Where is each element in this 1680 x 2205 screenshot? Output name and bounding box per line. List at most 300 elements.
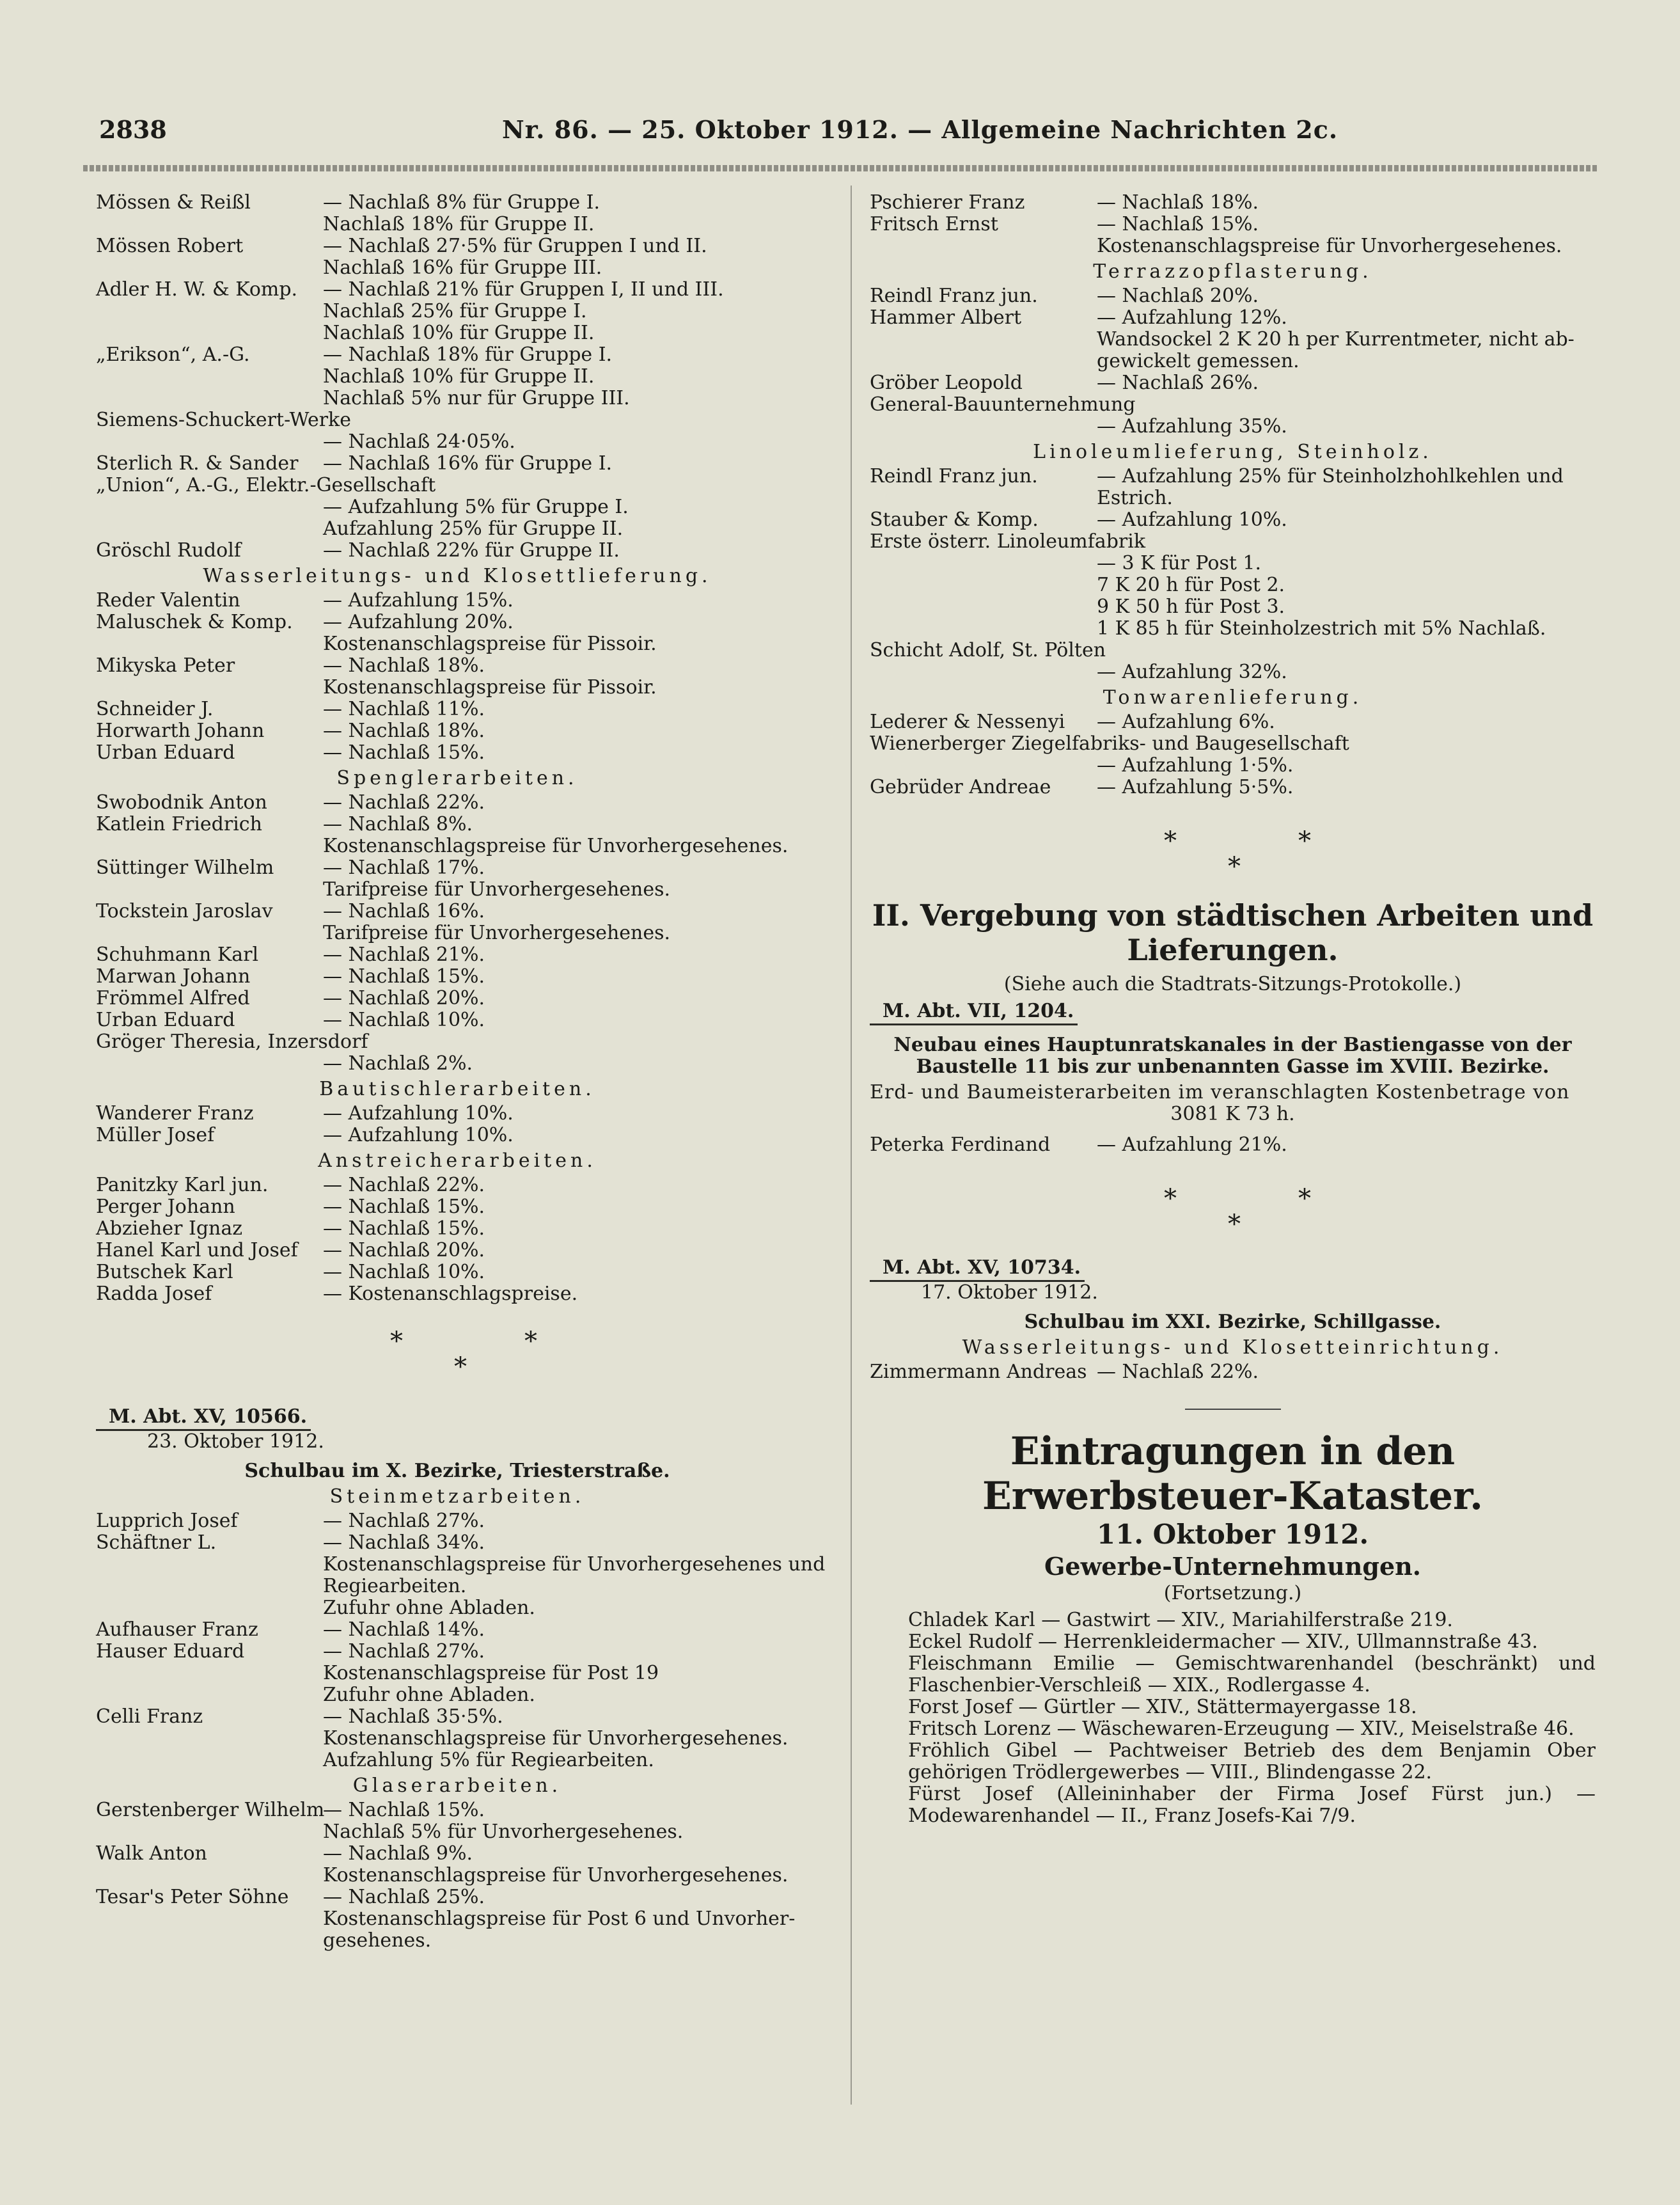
section-heading: II. Vergebung von städtischen Arbeiten und Lieferungen. xyxy=(872,898,1594,967)
award-value: — Aufzahlung 21%. xyxy=(1097,1134,1287,1156)
award-entry xyxy=(96,235,819,279)
star: * xyxy=(1298,1184,1311,1213)
award-line: — Nachlaß 27%. xyxy=(323,1640,485,1663)
award-terms xyxy=(870,661,1596,683)
award-line: Regiearbeiten. xyxy=(323,1575,467,1597)
award-terms xyxy=(1097,509,1596,531)
award-entry xyxy=(96,1799,819,1843)
award-line: Nachlaß 10% für Gruppe II. xyxy=(323,365,595,388)
award-line: — Aufzahlung 10%. xyxy=(323,1124,514,1146)
award-terms xyxy=(323,453,819,475)
award-line: — Nachlaß 15%. xyxy=(323,965,485,988)
kataster-entry: Fritsch Lorenz — Wäschewaren-Erzeugung — XIV., Meiselstraße 46. xyxy=(908,1718,1574,1740)
contractor-name: Tockstein Jaroslav xyxy=(96,900,273,922)
contractor-name: Horwarth Johann xyxy=(96,720,265,742)
award-line: — Nachlaß 27%. xyxy=(323,1510,485,1532)
award-entry xyxy=(870,192,1596,214)
award-entry xyxy=(96,1531,826,1619)
award-entry xyxy=(96,1510,819,1532)
entry-group xyxy=(96,590,819,764)
award-entry xyxy=(870,307,1596,372)
award-entry xyxy=(96,1218,819,1240)
award-line: 1 K 85 h für Steinholzestrich mit 5% Nachlaß. xyxy=(1097,617,1546,640)
award-value: — Nachlaß 22%. xyxy=(1097,1361,1259,1383)
award-terms xyxy=(1097,192,1596,214)
award-line: — Aufzahlung 10%. xyxy=(1097,509,1287,531)
award-terms xyxy=(323,655,819,699)
award-entry xyxy=(96,344,819,409)
award-terms xyxy=(323,235,819,279)
award-entry xyxy=(870,285,1596,307)
right-column xyxy=(870,192,1596,1827)
award-entry xyxy=(96,612,819,655)
contractor-name: Marwan Johann xyxy=(96,965,251,988)
entry-group xyxy=(96,192,819,562)
section-note: (Siehe auch die Stadtrats-Sitzungs-Protokolle.) xyxy=(1003,973,1462,995)
contractor-name: Abzieher Ignaz xyxy=(96,1217,243,1240)
award-terms xyxy=(323,966,819,988)
award-terms xyxy=(870,416,1596,438)
award-terms xyxy=(323,1218,819,1240)
contractor-name: General-Bauunternehmung xyxy=(870,393,1136,416)
award-entry xyxy=(96,988,819,1009)
award-line: gewickelt gemessen. xyxy=(1097,350,1299,372)
award-terms xyxy=(1097,285,1596,307)
contractor-name: Swobodnik Anton xyxy=(96,791,267,814)
award-line: — Nachlaß 11%. xyxy=(323,698,485,720)
entry-group xyxy=(96,1103,819,1146)
kataster-entry: Fleischmann Emilie — Gemischtwarenhandel (beschränkt) und Flaschenbier-Verschleiß — XIX., Rodlergasse 4. xyxy=(908,1652,1596,1696)
award-line: — Nachlaß 26%. xyxy=(1097,372,1259,394)
contractor-name: Urban Eduard xyxy=(96,741,235,764)
award-terms xyxy=(323,742,819,764)
contractor-name: Schuhmann Karl xyxy=(96,944,259,966)
award-line: — Aufzahlung 32%. xyxy=(1097,661,1287,683)
award-line: — Nachlaß 34%. xyxy=(323,1531,485,1554)
award-line: gesehenes. xyxy=(323,1929,432,1952)
award-entry xyxy=(870,553,1596,640)
entry-group xyxy=(96,1174,819,1305)
award-entry xyxy=(96,966,819,988)
award-line: Nachlaß 5% für Unvorhergesehenes. xyxy=(323,1821,684,1843)
contractor-name: Wanderer Franz xyxy=(96,1102,254,1125)
contractor-name: Aufhauser Franz xyxy=(96,1618,258,1641)
contractor-name: Erste österr. Linoleumfabrik xyxy=(870,530,1146,553)
award-entry xyxy=(96,857,819,901)
award-line: — Nachlaß 18%. xyxy=(1097,191,1259,214)
award-terms xyxy=(323,612,819,655)
award-terms xyxy=(323,192,819,235)
contractor-name: Gebrüder Andreae xyxy=(870,776,1051,798)
award-terms xyxy=(323,1799,819,1843)
award-terms xyxy=(323,1619,819,1641)
contractor-name: Frömmel Alfred xyxy=(96,987,250,1009)
award-entry xyxy=(96,1053,819,1075)
award-line: Kostenanschlagspreise für Pissoir. xyxy=(323,633,657,655)
award-terms xyxy=(1097,307,1596,372)
entry-group xyxy=(96,1510,826,1771)
award-terms xyxy=(870,553,1596,640)
award-terms xyxy=(323,1641,819,1706)
left-column xyxy=(96,191,826,1952)
subheading: Wasserleitungs- und Klosetteinrichtung. xyxy=(962,1336,1503,1359)
award-entry xyxy=(870,214,1596,257)
contractor-name: Walk Anton xyxy=(96,1842,207,1865)
award-entry xyxy=(870,711,1596,733)
award-terms xyxy=(323,1706,819,1771)
award-entry xyxy=(96,279,819,344)
award-line: Kostenanschlagspreise für Unvorhergesehenes. xyxy=(323,1864,789,1886)
contractor-name: Wienerberger Ziegelfabriks- und Baugesellschaft xyxy=(870,732,1349,755)
subheading: Terrazzopflasterung. xyxy=(1093,260,1372,283)
award-line: — Aufzahlung 35%. xyxy=(1097,415,1287,438)
project-title: Schulbau im XXI. Bezirke, Schillgasse. xyxy=(1024,1311,1441,1333)
contractor-name: Gröger Theresia, Inzersdorf xyxy=(96,1031,368,1053)
award-line: Nachlaß 10% für Gruppe II. xyxy=(323,322,595,344)
contractor-name: Gerstenberger Wilhelm xyxy=(96,1799,325,1821)
work-description: Erd- und Baumeisterarbeiten im veranschlagten Kostenbetrage von xyxy=(870,1081,1570,1103)
award-entry xyxy=(96,1843,819,1886)
award-line: Nachlaß 16% für Gruppe III. xyxy=(323,257,602,279)
award-terms xyxy=(1097,466,1596,509)
contractor-name: Lupprich Josef xyxy=(96,1510,238,1532)
kataster-title: Eintragungen in den Erwerbsteuer-Kataster. xyxy=(982,1429,1483,1519)
award-line: — Nachlaß 10%. xyxy=(323,1009,485,1031)
contractor-name: „Erikson“, A.-G. xyxy=(96,344,250,366)
work-amount: 3081 K 73 h. xyxy=(1170,1103,1295,1125)
award-line: Nachlaß 5% nur für Gruppe III. xyxy=(323,387,630,409)
award-entry xyxy=(870,661,1596,683)
reference-number: M. Abt. VII, 1204. xyxy=(870,1000,1078,1025)
award-line: — Nachlaß 8% für Gruppe I. xyxy=(323,191,600,214)
award-line: — Nachlaß 9%. xyxy=(323,1842,473,1865)
award-line: Tarifpreise für Unvorhergesehenes. xyxy=(323,922,671,944)
award-line: — Nachlaß 20%. xyxy=(323,1239,485,1261)
award-line: — Nachlaß 22%. xyxy=(323,1174,485,1196)
column-divider xyxy=(851,186,852,2105)
entry-group xyxy=(870,711,1596,798)
award-line: Kostenanschlagspreise für Unvorhergesehenes und xyxy=(323,1553,826,1576)
project-title: Schulbau im X. Bezirke, Triesterstraße. xyxy=(244,1460,670,1482)
subheading: Steinmetzarbeiten. xyxy=(329,1485,585,1508)
award-terms xyxy=(323,1261,819,1283)
award-line: — Nachlaß 18%. xyxy=(323,720,485,742)
contractor-name: Sterlich R. & Sander xyxy=(96,452,299,475)
contractor-name: Reindl Franz jun. xyxy=(870,285,1038,307)
award-terms xyxy=(323,857,819,901)
award-line: — Nachlaß 27·5% für Gruppen I und II. xyxy=(323,235,707,257)
star: * xyxy=(1164,1184,1177,1213)
subheading: Spenglerarbeiten. xyxy=(336,767,578,789)
award-line: — Nachlaß 15%. xyxy=(323,1196,485,1218)
contractor-name: Schicht Adolf, St. Pölten xyxy=(870,639,1106,661)
award-entry xyxy=(96,1886,819,1952)
star: * xyxy=(390,1327,403,1356)
award-terms xyxy=(323,344,819,409)
award-terms xyxy=(1097,711,1596,733)
award-line: Aufzahlung 25% für Gruppe II. xyxy=(323,518,624,540)
award-entry xyxy=(96,1283,819,1305)
page-header xyxy=(99,115,1576,154)
contractor-name: Pschierer Franz xyxy=(870,191,1025,214)
contractor-name: Fritsch Ernst xyxy=(870,213,998,235)
award-line: Aufzahlung 5% für Regiearbeiten. xyxy=(323,1749,654,1771)
award-line: Estrich. xyxy=(1097,487,1173,509)
star: * xyxy=(524,1327,537,1356)
award-entry xyxy=(96,1240,819,1261)
award-terms xyxy=(870,755,1596,777)
subheading: Bautischlerarbeiten. xyxy=(319,1078,595,1100)
award-terms xyxy=(1097,777,1596,798)
award-terms xyxy=(323,279,819,344)
award-terms xyxy=(323,1125,819,1146)
contractor-name: Adler H. W. & Komp. xyxy=(96,278,298,301)
award-terms xyxy=(96,1053,819,1075)
award-line: Nachlaß 18% für Gruppe II. xyxy=(323,213,595,235)
entry-group xyxy=(870,466,1596,683)
award-line: — Aufzahlung 5·5%. xyxy=(1097,776,1294,798)
contractor-name: Celli Franz xyxy=(96,1705,203,1728)
award-entry xyxy=(870,1361,1596,1383)
award-terms xyxy=(323,1240,819,1261)
subheading: Linoleumlieferung, Steinholz. xyxy=(1033,441,1433,463)
project-title: Neubau eines Hauptunratskanales in der Bastiengasse von der Baustelle 11 bis zur unbenannten Gasse im XVIII. Bezirke. xyxy=(893,1034,1572,1078)
award-line: — Nachlaß 18%. xyxy=(323,654,485,677)
award-entry xyxy=(870,466,1596,509)
contractor-name: Gröschl Rudolf xyxy=(96,539,241,562)
award-line: — Nachlaß 16%. xyxy=(323,900,485,922)
award-entry xyxy=(96,590,819,612)
award-entry xyxy=(96,1261,819,1283)
contractor-name: Urban Eduard xyxy=(96,1009,235,1031)
award-entry xyxy=(96,453,819,475)
contractor-name: Hauser Eduard xyxy=(96,1640,245,1663)
contractor-name: Peterka Ferdinand xyxy=(870,1134,1051,1156)
contractor-name: Zimmermann Andreas xyxy=(870,1361,1087,1383)
award-line: Tarifpreise für Unvorhergesehenes. xyxy=(323,878,671,901)
award-line: — Aufzahlung 5% für Gruppe I. xyxy=(323,496,629,518)
date-line: 17. Oktober 1912. xyxy=(921,1281,1098,1304)
award-line: — Nachlaß 21%. xyxy=(323,944,485,966)
award-entry xyxy=(96,1619,819,1641)
award-entry xyxy=(96,720,819,742)
award-line: — Nachlaß 18% für Gruppe I. xyxy=(323,344,613,366)
award-entry xyxy=(96,901,819,944)
entry-group xyxy=(870,192,1596,257)
award-terms xyxy=(323,699,819,720)
contractor-name: Süttinger Wilhelm xyxy=(96,857,274,879)
award-line: — Aufzahlung 15%. xyxy=(323,589,514,612)
continuation-note: (Fortsetzung.) xyxy=(1163,1582,1302,1604)
award-line: — Nachlaß 22% für Gruppe II. xyxy=(323,539,620,562)
star: * xyxy=(1298,826,1311,856)
award-terms xyxy=(323,1886,819,1952)
award-terms xyxy=(323,988,819,1009)
contractor-name: Katlein Friedrich xyxy=(96,813,262,835)
award-entry xyxy=(96,496,819,540)
separator-stars xyxy=(870,798,1596,894)
award-line: Kostenanschlagspreise für Unvorhergesehenes. xyxy=(323,1727,789,1750)
contractor-name: Hammer Albert xyxy=(870,306,1022,329)
award-line: — Nachlaß 35·5%. xyxy=(323,1705,503,1728)
award-line: — Aufzahlung 25% für Steinholzhohlkehlen und xyxy=(1097,465,1564,487)
award-entry xyxy=(870,372,1596,394)
contractor-name: Reder Valentin xyxy=(96,589,240,612)
award-entry xyxy=(96,1103,819,1125)
kataster-entry: Forst Josef — Gürtler — XIV., Stättermayergasse 18. xyxy=(908,1696,1417,1718)
award-line: — Nachlaß 24·05%. xyxy=(323,431,515,453)
award-line: — Kostenanschlagspreise. xyxy=(323,1283,578,1305)
award-entry xyxy=(96,540,819,562)
contractor-name: Siemens-Schuckert-Werke xyxy=(96,409,351,431)
reference-number: M. Abt. XV, 10734. xyxy=(870,1257,1085,1282)
kataster-list xyxy=(870,1609,1596,1827)
award-line: Zufuhr ohne Abladen. xyxy=(323,1597,535,1619)
award-terms xyxy=(323,814,819,857)
kataster-entry: Eckel Rudolf — Herrenkleidermacher — XIV., Ullmannstraße 43. xyxy=(908,1631,1538,1653)
running-title: Nr. 86. — 25. Oktober 1912. — Allgemeine Nachrichten 2c. xyxy=(502,115,1339,144)
award-entry xyxy=(96,1125,819,1146)
award-terms xyxy=(1097,214,1596,257)
contractor-name: Schäftner L. xyxy=(96,1531,217,1554)
award-line: — Aufzahlung 12%. xyxy=(1097,306,1287,329)
award-terms xyxy=(323,1532,825,1619)
award-line: — Nachlaß 15%. xyxy=(323,741,485,764)
kataster-entry: Fröhlich Gibel — Pachtweiser Betrieb des dem Benjamin Ober gehörigen Trödlergewerbes — VIII., Blindengasse 22. xyxy=(908,1739,1596,1783)
award-line: Kostenanschlagspreise für Unvorhergesehenes. xyxy=(323,835,789,857)
award-line: — Nachlaß 2%. xyxy=(323,1052,473,1075)
page-number: 2838 xyxy=(99,115,167,144)
entry-group xyxy=(96,1799,819,1952)
award-terms xyxy=(323,1510,819,1532)
award-line: Kostenanschlagspreise für Pissoir. xyxy=(323,676,657,699)
subheading: Wasserleitungs- und Klosettlieferung. xyxy=(203,565,712,587)
award-entry xyxy=(96,1706,819,1771)
award-terms xyxy=(323,540,819,562)
award-entry xyxy=(96,192,819,235)
award-line: — Nachlaß 17%. xyxy=(323,857,485,879)
award-line: — Nachlaß 14%. xyxy=(323,1618,485,1641)
award-entry xyxy=(870,509,1596,531)
award-entry xyxy=(96,742,819,764)
award-line: Kostenanschlagspreise für Unvorhergesehenes. xyxy=(1097,235,1562,257)
award-terms xyxy=(1097,372,1596,394)
award-line: — Nachlaß 20%. xyxy=(323,987,485,1009)
award-line: — Nachlaß 21% für Gruppen I, II und III. xyxy=(323,278,724,301)
award-entry xyxy=(96,1196,819,1218)
award-entry xyxy=(96,699,819,720)
award-line: — Nachlaß 15%. xyxy=(323,1217,485,1240)
contractor-name: „Union“, A.-G., Elektr.-Gesellschaft xyxy=(96,474,436,496)
award-line: — 3 K für Post 1. xyxy=(1097,552,1262,574)
star: * xyxy=(1228,1210,1241,1239)
award-entry xyxy=(870,1134,1596,1156)
contractor-name: Mikyska Peter xyxy=(96,654,235,677)
contractor-name: Hanel Karl und Josef xyxy=(96,1239,298,1261)
contractor-name: Perger Johann xyxy=(96,1196,235,1218)
award-line: Nachlaß 25% für Gruppe I. xyxy=(323,300,587,322)
award-line: — Nachlaß 15%. xyxy=(323,1799,485,1821)
separator-stars xyxy=(870,1156,1596,1252)
award-terms xyxy=(323,590,819,612)
contractor-name: Gröber Leopold xyxy=(870,372,1023,394)
date-line: 23. Oktober 1912. xyxy=(147,1430,324,1453)
award-line: Kostenanschlagspreise für Post 19 xyxy=(323,1662,659,1684)
award-entry xyxy=(96,1009,819,1031)
award-terms xyxy=(323,1843,819,1886)
star: * xyxy=(454,1352,467,1382)
award-line: — Nachlaß 16% für Gruppe I. xyxy=(323,452,613,475)
award-terms xyxy=(323,944,819,966)
subheading: Anstreicherarbeiten. xyxy=(318,1150,597,1172)
award-line: — Aufzahlung 10%. xyxy=(323,1102,514,1125)
award-terms xyxy=(323,1196,819,1218)
award-line: — Aufzahlung 6%. xyxy=(1097,711,1275,733)
award-terms xyxy=(323,1283,819,1305)
contractor-name: Panitzky Karl jun. xyxy=(96,1174,269,1196)
award-terms xyxy=(323,1103,819,1125)
award-line: 9 K 50 h für Post 3. xyxy=(1097,596,1285,618)
contractor-name: Mössen Robert xyxy=(96,235,244,257)
contractor-name: Lederer & Nessenyi xyxy=(870,711,1065,733)
star: * xyxy=(1164,826,1177,856)
award-entry xyxy=(96,655,819,699)
award-line: — Nachlaß 25%. xyxy=(323,1886,485,1908)
kataster-date: 11. Oktober 1912. xyxy=(1096,1519,1369,1550)
award-entry xyxy=(96,792,819,814)
award-entry xyxy=(96,814,819,857)
contractor-name: Butschek Karl xyxy=(96,1261,233,1283)
kataster-entry: Chladek Karl — Gastwirt — XIV., Mariahilferstraße 219. xyxy=(908,1609,1453,1631)
award-entry xyxy=(96,944,819,966)
award-terms xyxy=(323,792,819,814)
award-terms xyxy=(323,720,819,742)
award-entry xyxy=(96,1641,819,1706)
kataster-subtitle: Gewerbe-Unternehmungen. xyxy=(1044,1552,1422,1581)
header-rule xyxy=(83,165,1599,171)
star: * xyxy=(1228,852,1241,881)
entry-group xyxy=(96,792,819,1075)
subheading: Glaserarbeiten. xyxy=(352,1774,562,1797)
divider xyxy=(1185,1409,1281,1410)
contractor-name: Müller Josef xyxy=(96,1124,215,1146)
contractor-name: Mössen & Reißl xyxy=(96,191,251,214)
contractor-name: Tesar's Peter Söhne xyxy=(96,1886,289,1908)
contractor-name: Stauber & Komp. xyxy=(870,509,1039,531)
kataster-entry: Fürst Josef (Alleininhaber der Firma Josef Fürst jun.) — Modewarenhandel — II., Franz Josefs-Kai 7/9. xyxy=(908,1783,1596,1827)
award-line: 7 K 20 h für Post 2. xyxy=(1097,574,1285,596)
award-terms xyxy=(323,1174,819,1196)
contractor-name: Radda Josef xyxy=(96,1283,212,1305)
award-line: — Nachlaß 22%. xyxy=(323,791,485,814)
contractor-name: Schneider J. xyxy=(96,698,214,720)
award-line: — Aufzahlung 1·5%. xyxy=(1097,754,1294,777)
contractor-name: Maluschek & Komp. xyxy=(96,611,293,633)
separator-stars xyxy=(96,1305,819,1401)
reference-number: M. Abt. XV, 10566. xyxy=(96,1406,311,1431)
award-line: — Nachlaß 10%. xyxy=(323,1261,485,1283)
award-line: — Aufzahlung 20%. xyxy=(323,611,514,633)
award-line: Wandsockel 2 K 20 h per Kurrentmeter, nicht ab- xyxy=(1097,328,1574,351)
entry-group xyxy=(870,285,1596,438)
award-terms xyxy=(323,1009,819,1031)
award-entry xyxy=(96,431,819,453)
award-line: Zufuhr ohne Abladen. xyxy=(323,1684,535,1706)
award-line: Kostenanschlagspreise für Post 6 und Unvorher- xyxy=(323,1908,796,1930)
subheading: Tonwarenlieferung. xyxy=(1103,686,1363,709)
award-entry xyxy=(870,777,1596,798)
award-line: — Nachlaß 8%. xyxy=(323,813,473,835)
